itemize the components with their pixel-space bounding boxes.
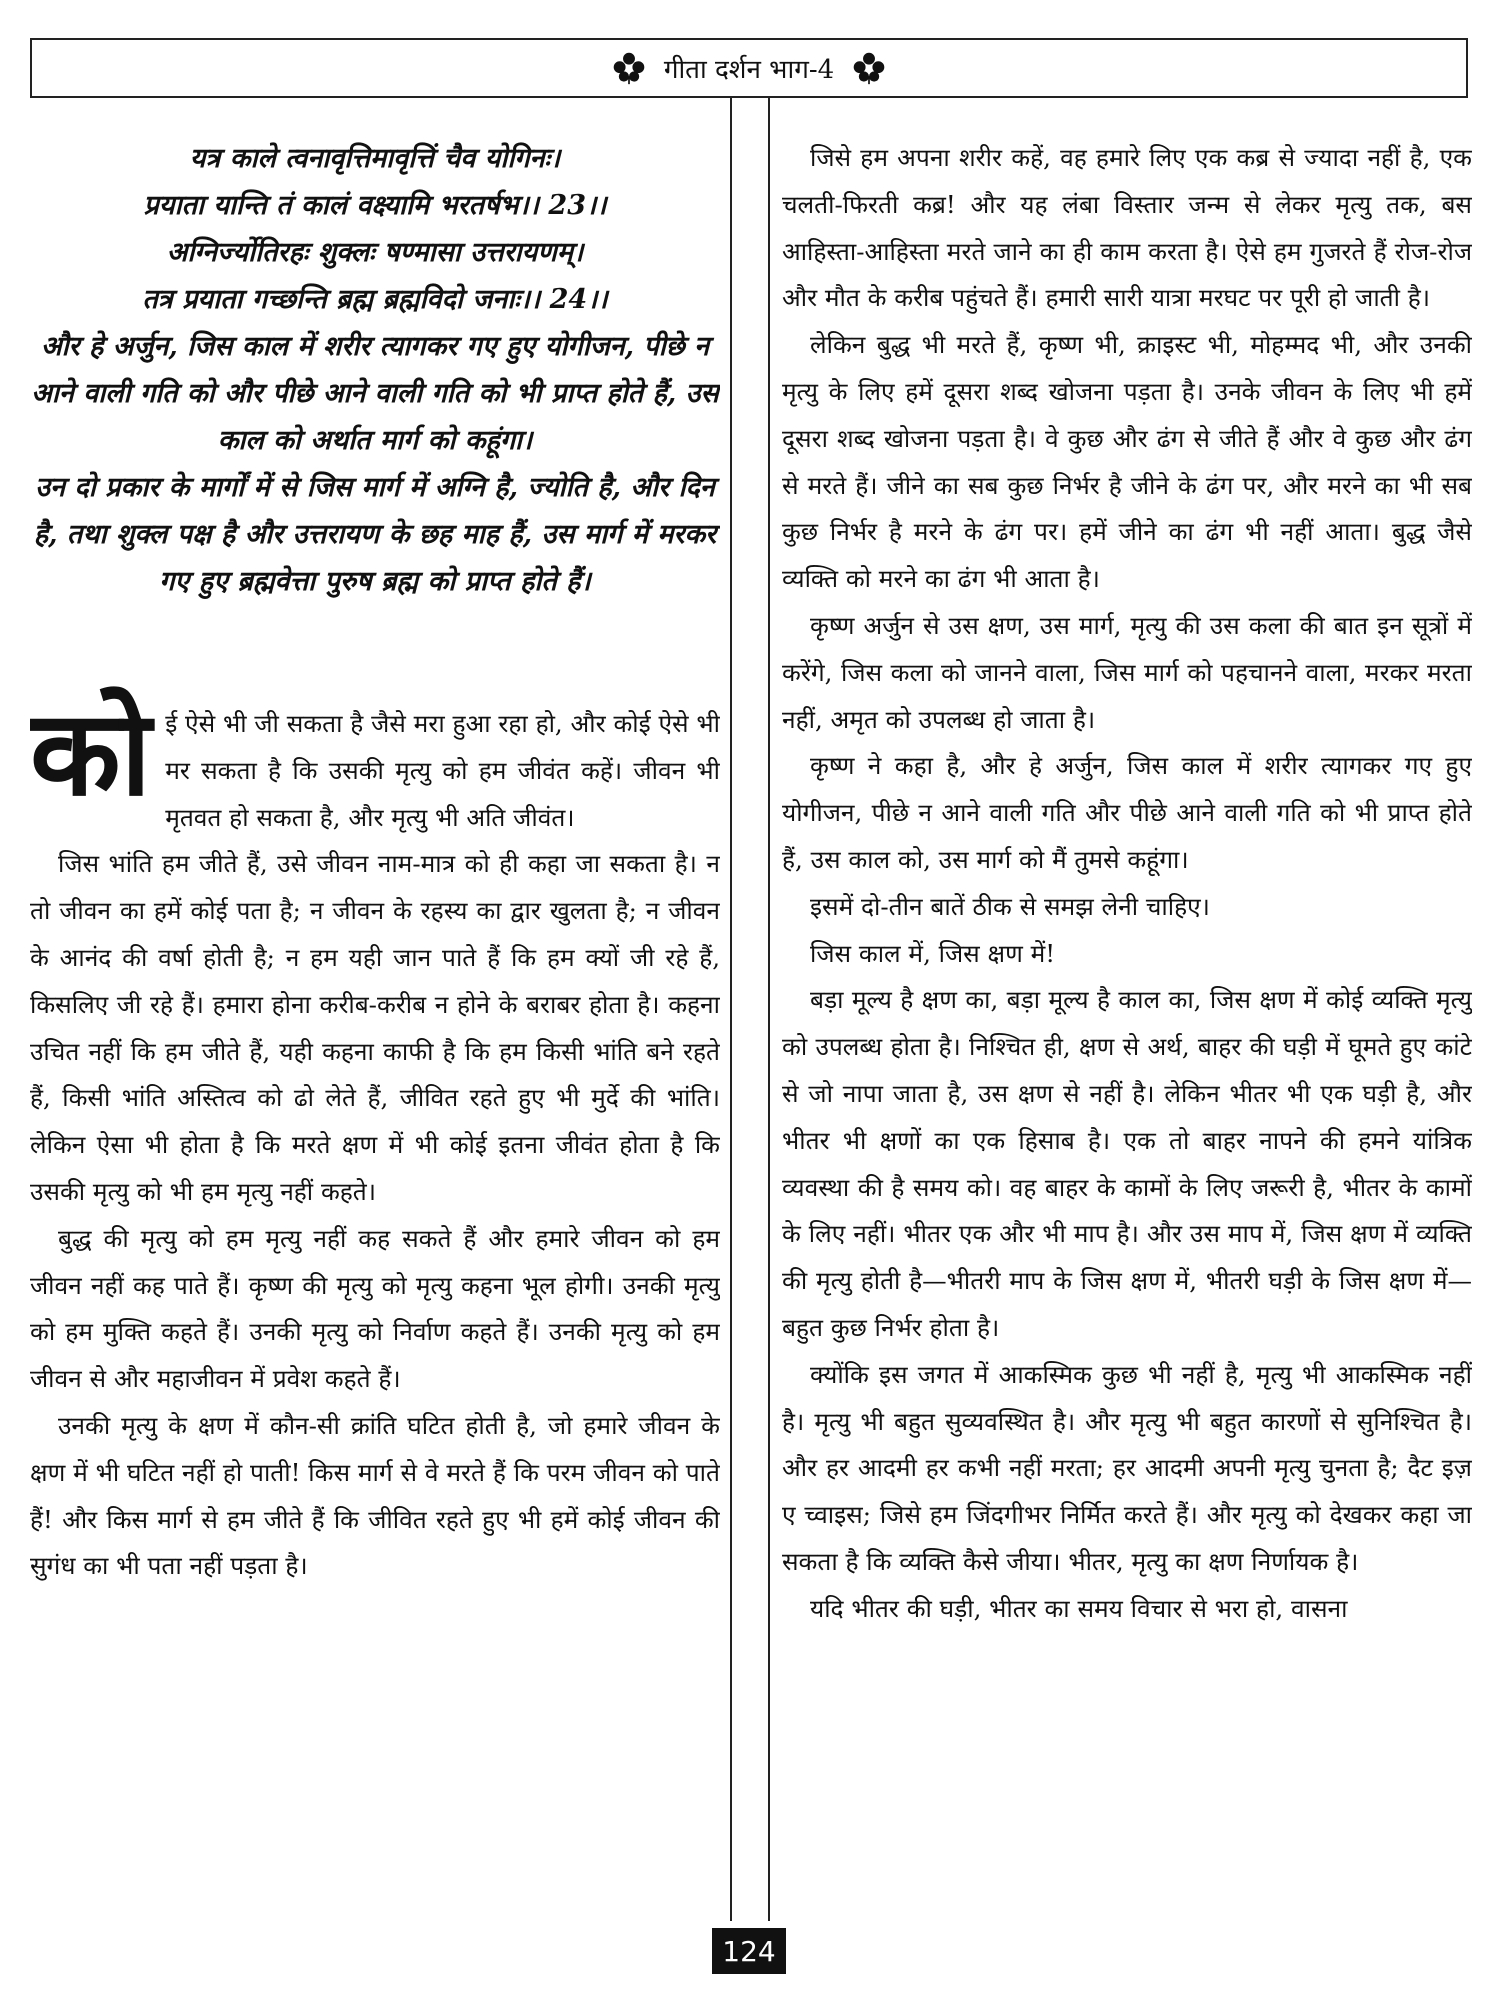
left-body-text [30,683,720,1590]
paragraph: लेकिन बुद्ध भी मरते हैं, कृष्ण भी, क्राइस्ट भी, मोहम्मद भी, और उनकी मृत्यु के लिए हमें दूसरा शब्द खोजना पड़ता है। उनके जीवन के लिए भी हमें दूसरा शब्द खोजना पड़ता है। वे कुछ और ढंग से जीते हैं और वे कुछ और ढंग से मरते हैं। जीने का सब कुछ निर्भर है जीने के ढंग पर, और मरने का भी सब कुछ निर्भर है मरने के ढंग पर। हमें जीने का ढंग भी नहीं आता। बुद्ध जैसे व्यक्ति को मरने का ढंग भी आता है। [782,330,1472,594]
paragraph-text: ई ऐसे भी जी सकता है जैसे मरा हुआ रहा हो, और कोई ऐसे भी मर सकता है कि उसकी मृत्यु को हम जीवंत कहें। जीवन भी मृतवत हो सकता है, और मृत्यु भी अति जीवंत। [165,709,720,832]
verse-line: अग्निर्ज्योतिरहः शुक्लः षण्मासा उत्तरायणम्। [166,237,584,268]
left-column [30,135,720,1895]
paragraph: जिस भांति हम जीते हैं, उसे जीवन नाम-मात्र को ही कहा जा सकता है। न तो जीवन का हमें कोई पता है; न जीवन के रहस्य का द्वार खुलता है; न जीवन के आनंद की वर्षा होती है; न हम यही जान पाते हैं कि हम क्यों जी रहे हैं, किसलिए जी रहे हैं। हमारा होना करीब-करीब न होने के बराबर होता है। कहना उचित नहीं कि हम जीते हैं, यही कहना काफी है कि हम किसी भांति बने रहते हैं, किसी भांति अस्तित्व को ढो लेते हैं, जीवित रहते हुए भी मुर्दे की भांति। लेकिन ऐसा भी होता है कि मरते क्षण में भी कोई इतना जीवंत होता है कि उसकी मृत्यु को भी हम मृत्यु नहीं कहते। [30,849,720,1206]
paragraph: कृष्ण अर्जुन से उस क्षण, उस मार्ग, मृत्यु की उस कला की बात इन सूत्रों में करेंगे, जिस कला को जानने वाला, जिस मार्ग को पहचानने वाला, मरकर मरता नहीं, अमृत को उपलब्ध हो जाता है। [782,610,1472,734]
paragraph: बड़ा मूल्य है क्षण का, बड़ा मूल्य है काल का, जिस क्षण में कोई व्यक्ति मृत्यु को उपलब्ध होता है। निश्चित ही, क्षण से अर्थ, बाहर की घड़ी में घूमते हुए कांटे से जो नापा जाता है, उस क्षण से नहीं है। लेकिन भीतर भी एक घड़ी है, और भीतर भी क्षणों का एक हिसाब है। एक तो बाहर नापने की हमने यांत्रिक व्यवस्था की है समय को। वह बाहर के कामों के लिए जरूरी है, भीतर के कामों के लिए नहीं। भीतर एक और भी माप है। और उस माप में, जिस क्षण में व्यक्ति की मृत्यु होती है—भीतरी माप के जिस क्षण में, भीतरी घड़ी के जिस क्षण में—बहुत कुछ निर्भर होता है। [782,985,1472,1342]
page-number: 124 [712,1928,786,1974]
paragraph [30,683,720,841]
paragraph: जिस काल में, जिस क्षण में! [810,938,1056,968]
drop-cap: को [30,683,152,822]
running-header [30,38,1468,98]
verse-line: यत्र काले त्वनावृत्तिमावृत्तिं चैव योगिनः। [189,143,561,174]
verse-translation: उन दो प्रकार के मार्गों में से जिस मार्ग में अग्नि है, ज्योति है, और दिन है, तथा शुक्ल पक्ष है और उत्तरायण के छह माह हैं, उस मार्ग में मरकर गए हुए ब्रह्मवेत्ता पुरुष ब्रह्म को प्राप्त होते हैं। [33,472,717,597]
sanskrit-verse-block [30,135,720,605]
verse-line: तत्र प्रयाता गच्छन्ति ब्रह्म ब्रह्मविदो जनाः।। 24।। [142,284,608,315]
flower-ornament-icon [852,51,886,85]
paragraph: जिसे हम अपना शरीर कहें, वह हमारे लिए एक कब्र से ज्यादा नहीं है, एक चलती-फिरती कब्र! और यह लंबा विस्तार जन्म से लेकर मृत्यु तक, बस आहिस्ता-आहिस्ता मरते जाने का ही काम करता है। ऐसे हम गुजरते हैं रोज-रोज और मौत के करीब पहुंचते हैं। हमारी सारी यात्रा मरघट पर पूरी हो जाती है। [782,143,1472,313]
paragraph: इसमें दो-तीन बातें ठीक से समझ लेनी चाहिए। [810,891,1210,921]
column-divider-left [730,96,732,1921]
paragraph: क्योंकि इस जगत में आकस्मिक कुछ भी नहीं है, मृत्यु भी आकस्मिक नहीं है। मृत्यु भी बहुत सुव्यवस्थित है। और मृत्यु भी बहुत कारणों से सुनिश्चित है। और हर आदमी हर कभी नहीं मरता; हर आदमी अपनी मृत्यु चुनता है; दैट इज़ ए च्वाइस; जिसे हम जिंदगीभर निर्मित करते हैं। और मृत्यु को देखकर कहा जा सकता है कि व्यक्ति कैसे जीया। भीतर, मृत्यु का क्षण निर्णायक है। [782,1359,1472,1576]
verse-line: प्रयाता यान्ति तं कालं वक्ष्यामि भरतर्षभ।। 23।। [143,190,607,221]
verse-translation: और हे अर्जुन, जिस काल में शरीर त्यागकर गए हुए योगीजन, पीछे न आने वाली गति को और पीछे आने वाली गति को भी प्राप्त होते हैं, उस काल को अर्थात मार्ग को कहूंगा। [31,331,719,456]
column-divider-right [768,96,770,1921]
paragraph: बुद्ध की मृत्यु को हम मृत्यु नहीं कह सकते हैं और हमारे जीवन को हम जीवन नहीं कह पाते हैं। कृष्ण की मृत्यु को मृत्यु कहना भूल होगी। उनकी मृत्यु को हम मुक्ति कहते हैं। उनकी मृत्यु को निर्वाण कहते हैं। उनकी मृत्यु को हम जीवन से और महाजीवन में प्रवेश कहते हैं। [30,1223,720,1394]
right-body-text [782,135,1472,1633]
paragraph: कृष्ण ने कहा है, और हे अर्जुन, जिस काल में शरीर त्यागकर गए हुए योगीजन, पीछे न आने वाली गति और पीछे आने वाली गति को भी प्राप्त होते हैं, उस काल को, उस मार्ग को मैं तुमसे कहूंगा। [782,751,1472,874]
right-column [782,135,1472,1895]
header-title: गीता दर्शन भाग-4 [663,55,835,85]
paragraph: उनकी मृत्यु के क्षण में कौन-सी क्रांति घटित होती है, जो हमारे जीवन के क्षण में भी घटित नहीं हो पाती! किस मार्ग से वे मरते हैं कि परम जीवन को पाते हैं! और किस मार्ग से हम जीते हैं कि जीवित रहते हुए भी हमें कोई जीवन की सुगंध का भी पता नहीं पड़ता है। [30,1410,720,1581]
paragraph: यदि भीतर की घड़ी, भीतर का समय विचार से भरा हो, वासना [810,1593,1348,1623]
flower-ornament-icon [612,51,646,85]
